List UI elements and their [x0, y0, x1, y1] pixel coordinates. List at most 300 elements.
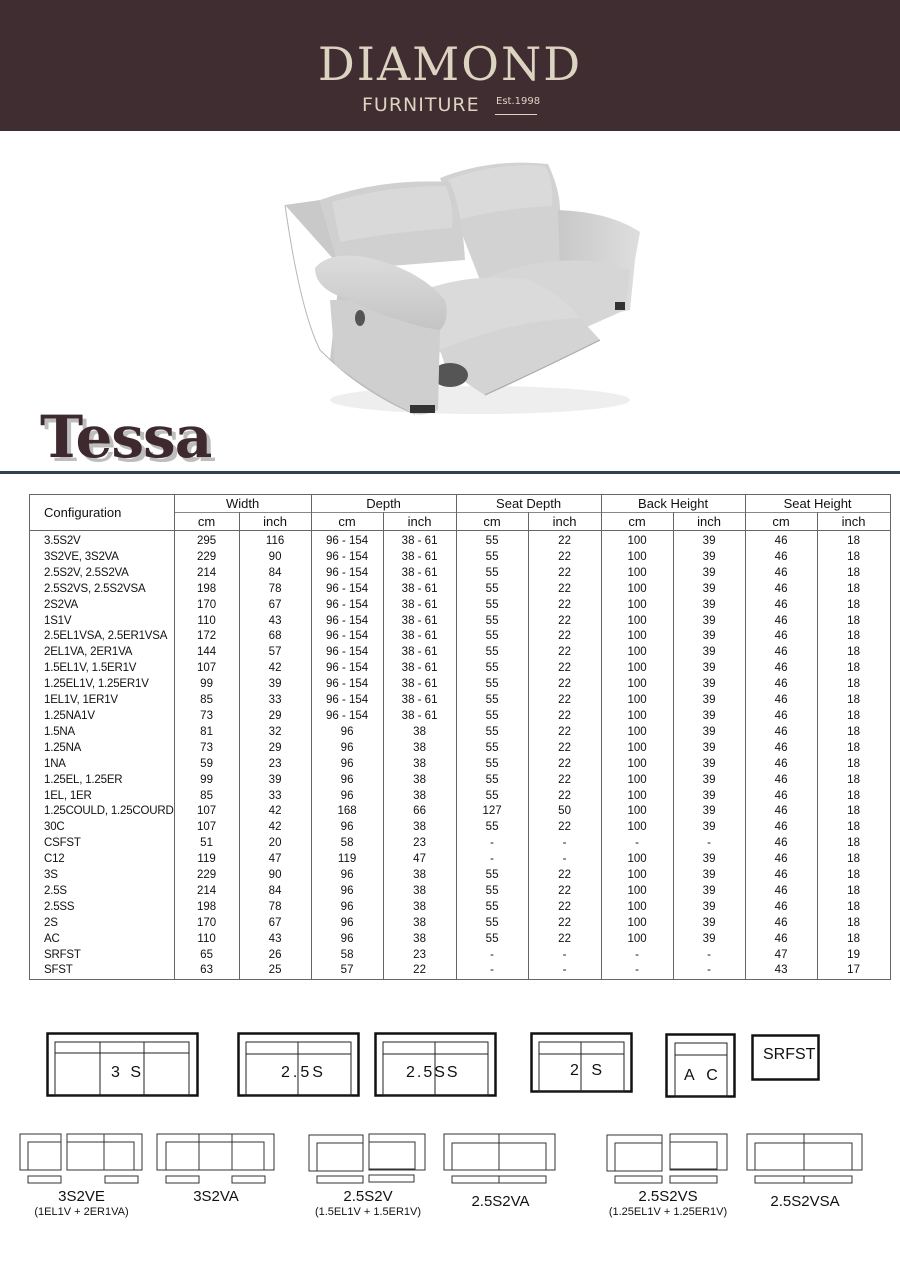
brand-established: Est.1998 [496, 96, 541, 107]
value-cell: 39 [239, 773, 311, 789]
config-cell: 1.5EL1V, 1.5ER1V [30, 661, 175, 677]
value-cell: 22 [528, 773, 601, 789]
value-cell: 55 [456, 773, 528, 789]
value-cell: 168 [311, 804, 383, 820]
value-cell: 55 [456, 709, 528, 725]
value-cell: 99 [174, 677, 239, 693]
value-cell: 43 [745, 963, 817, 979]
table-row [30, 661, 891, 677]
config-cell: 1.25COULD, 1.25COURD [30, 804, 175, 820]
table-row [30, 741, 891, 757]
diagram-2-5s2va [443, 1133, 558, 1185]
column-group-width: Width [174, 495, 311, 513]
value-cell: 55 [456, 566, 528, 582]
config-cell: 2.5SS [30, 900, 175, 916]
value-cell: 39 [673, 598, 745, 614]
diagram-label-3s: 3 S [111, 1064, 145, 1081]
caption-2-5s2vs [588, 1188, 748, 1218]
table-row [30, 836, 891, 852]
value-cell: - [456, 836, 528, 852]
diagram-3s2va [156, 1133, 276, 1185]
value-cell: 39 [673, 852, 745, 868]
value-cell: 55 [456, 645, 528, 661]
value-cell: 295 [174, 531, 239, 550]
value-cell: 46 [745, 550, 817, 566]
value-cell: 198 [174, 582, 239, 598]
config-cell: SRFST [30, 948, 175, 964]
unit-header: inch [528, 513, 601, 531]
value-cell: 38 [383, 725, 456, 741]
diagram-2-5s2vsa [746, 1133, 864, 1185]
config-cell: 3S2VE, 3S2VA [30, 550, 175, 566]
value-cell: 96 - 154 [311, 550, 383, 566]
table-row [30, 852, 891, 868]
value-cell: 39 [673, 614, 745, 630]
value-cell: 38 [383, 773, 456, 789]
value-cell: 84 [239, 884, 311, 900]
value-cell: 116 [239, 531, 311, 550]
value-cell: 99 [174, 773, 239, 789]
value-cell: 18 [817, 884, 890, 900]
value-cell: 18 [817, 757, 890, 773]
unit-header: inch [817, 513, 890, 531]
value-cell: 46 [745, 725, 817, 741]
value-cell: 22 [528, 598, 601, 614]
config-cell: 2.5EL1VSA, 2.5ER1VSA [30, 629, 175, 645]
table-row [30, 900, 891, 916]
value-cell: 39 [673, 932, 745, 948]
config-cell: 3.5S2V [30, 531, 175, 550]
table-row [30, 789, 891, 805]
value-cell: 46 [745, 757, 817, 773]
value-cell: 38 [383, 789, 456, 805]
table-row [30, 884, 891, 900]
table-row [30, 550, 891, 566]
value-cell: 96 - 154 [311, 614, 383, 630]
value-cell: 38 - 61 [383, 661, 456, 677]
value-cell: 38 [383, 900, 456, 916]
value-cell: 46 [745, 566, 817, 582]
value-cell: 100 [601, 693, 673, 709]
value-cell: 38 [383, 932, 456, 948]
value-cell: 55 [456, 900, 528, 916]
value-cell: 26 [239, 948, 311, 964]
value-cell: 96 - 154 [311, 629, 383, 645]
value-cell: 18 [817, 789, 890, 805]
value-cell: 47 [745, 948, 817, 964]
value-cell: 55 [456, 916, 528, 932]
table-row [30, 820, 891, 836]
value-cell: 78 [239, 582, 311, 598]
table-row [30, 531, 891, 550]
caption-label: 2.5S2VS [638, 1188, 698, 1205]
value-cell: - [528, 963, 601, 979]
config-cell: 2EL1VA, 2ER1VA [30, 645, 175, 661]
table-row [30, 582, 891, 598]
column-group-back-height: Back Height [601, 495, 745, 513]
column-group-seat-height: Seat Height [745, 495, 890, 513]
table-row [30, 693, 891, 709]
value-cell: 46 [745, 741, 817, 757]
value-cell: 55 [456, 598, 528, 614]
value-cell: 18 [817, 741, 890, 757]
config-cell: 1.25NA [30, 741, 175, 757]
value-cell: 39 [673, 820, 745, 836]
value-cell: - [601, 963, 673, 979]
value-cell: 22 [383, 963, 456, 979]
value-cell: 50 [528, 804, 601, 820]
value-cell: 22 [528, 741, 601, 757]
value-cell: 96 [311, 725, 383, 741]
value-cell: 39 [673, 709, 745, 725]
brand-header [0, 0, 900, 131]
value-cell: - [673, 948, 745, 964]
config-cell: 1S1V [30, 614, 175, 630]
value-cell: 172 [174, 629, 239, 645]
value-cell: 18 [817, 598, 890, 614]
value-cell: 100 [601, 645, 673, 661]
value-cell: 18 [817, 614, 890, 630]
value-cell: 22 [528, 693, 601, 709]
value-cell: 100 [601, 900, 673, 916]
column-group-depth: Depth [311, 495, 456, 513]
value-cell: 96 - 154 [311, 709, 383, 725]
value-cell: 29 [239, 741, 311, 757]
value-cell: 55 [456, 932, 528, 948]
value-cell: 100 [601, 773, 673, 789]
value-cell: 96 - 154 [311, 598, 383, 614]
value-cell: 18 [817, 836, 890, 852]
value-cell: 96 - 154 [311, 582, 383, 598]
value-cell: 22 [528, 531, 601, 550]
value-cell: 229 [174, 550, 239, 566]
value-cell: 43 [239, 932, 311, 948]
value-cell: 46 [745, 852, 817, 868]
value-cell: 39 [673, 741, 745, 757]
value-cell: 55 [456, 614, 528, 630]
value-cell: 96 [311, 900, 383, 916]
value-cell: 46 [745, 531, 817, 550]
value-cell: 18 [817, 566, 890, 582]
config-cell: AC [30, 932, 175, 948]
value-cell: 96 [311, 757, 383, 773]
value-cell: 107 [174, 804, 239, 820]
value-cell: 96 [311, 884, 383, 900]
value-cell: 46 [745, 804, 817, 820]
value-cell: 51 [174, 836, 239, 852]
value-cell: 90 [239, 868, 311, 884]
value-cell: 22 [528, 550, 601, 566]
value-cell: 22 [528, 645, 601, 661]
value-cell: 38 - 61 [383, 629, 456, 645]
value-cell: 100 [601, 598, 673, 614]
value-cell: 55 [456, 868, 528, 884]
value-cell: 96 [311, 820, 383, 836]
value-cell: 55 [456, 820, 528, 836]
value-cell: 39 [673, 531, 745, 550]
value-cell: 57 [311, 963, 383, 979]
brand-name: DIAMOND [317, 37, 583, 91]
value-cell: 46 [745, 614, 817, 630]
diagram-ac [665, 1033, 737, 1099]
value-cell: 59 [174, 757, 239, 773]
value-cell: 46 [745, 661, 817, 677]
value-cell: 39 [673, 789, 745, 805]
sofa-product-image [280, 150, 650, 420]
value-cell: 55 [456, 661, 528, 677]
value-cell: 100 [601, 741, 673, 757]
value-cell: 22 [528, 629, 601, 645]
caption-sub: (1EL1V + 2ER1VA) [34, 1206, 129, 1218]
value-cell: 96 [311, 773, 383, 789]
caption-2-5s2va [443, 1193, 558, 1210]
value-cell: 42 [239, 820, 311, 836]
value-cell: 229 [174, 868, 239, 884]
value-cell: 38 - 61 [383, 582, 456, 598]
value-cell: 22 [528, 757, 601, 773]
value-cell: 18 [817, 868, 890, 884]
value-cell: 198 [174, 900, 239, 916]
config-cell: 3S [30, 868, 175, 884]
config-cell: 1EL1V, 1ER1V [30, 693, 175, 709]
table-row [30, 566, 891, 582]
column-group-seat-depth: Seat Depth [456, 495, 601, 513]
value-cell: 22 [528, 709, 601, 725]
value-cell: 55 [456, 582, 528, 598]
value-cell: 46 [745, 693, 817, 709]
value-cell: 47 [239, 852, 311, 868]
value-cell: 67 [239, 598, 311, 614]
value-cell: 38 [383, 868, 456, 884]
table-row [30, 757, 891, 773]
value-cell: 55 [456, 741, 528, 757]
value-cell: 100 [601, 820, 673, 836]
value-cell: 22 [528, 884, 601, 900]
value-cell: 46 [745, 773, 817, 789]
caption-label: 2.5S2VSA [770, 1193, 840, 1210]
value-cell: 22 [528, 820, 601, 836]
unit-header: cm [456, 513, 528, 531]
value-cell: 55 [456, 629, 528, 645]
value-cell: 38 [383, 820, 456, 836]
value-cell: 46 [745, 789, 817, 805]
value-cell: 100 [601, 868, 673, 884]
value-cell: 39 [673, 550, 745, 566]
value-cell: 55 [456, 884, 528, 900]
value-cell: 18 [817, 932, 890, 948]
value-cell: 214 [174, 566, 239, 582]
value-cell: 23 [383, 948, 456, 964]
value-cell: 39 [673, 566, 745, 582]
config-cell: 2.5S2VS, 2.5S2VSA [30, 582, 175, 598]
value-cell: 96 [311, 741, 383, 757]
value-cell: 96 - 154 [311, 645, 383, 661]
caption-label: 2.5S2V [343, 1188, 393, 1205]
diagram-2-5s2v [308, 1133, 428, 1185]
table-row [30, 773, 891, 789]
value-cell: 22 [528, 614, 601, 630]
value-cell: 42 [239, 804, 311, 820]
value-cell: 39 [673, 725, 745, 741]
value-cell: 38 [383, 884, 456, 900]
value-cell: 46 [745, 820, 817, 836]
value-cell: 18 [817, 531, 890, 550]
value-cell: 42 [239, 661, 311, 677]
config-cell: C12 [30, 852, 175, 868]
value-cell: 19 [817, 948, 890, 964]
value-cell: 100 [601, 757, 673, 773]
unit-header: cm [174, 513, 239, 531]
value-cell: 38 - 61 [383, 645, 456, 661]
value-cell: 18 [817, 852, 890, 868]
value-cell: 32 [239, 725, 311, 741]
caption-sub: (1.5EL1V + 1.5ER1V) [314, 1206, 422, 1218]
value-cell: 47 [383, 852, 456, 868]
table-row [30, 598, 891, 614]
value-cell: 18 [817, 773, 890, 789]
value-cell: 22 [528, 582, 601, 598]
value-cell: 55 [456, 550, 528, 566]
config-cell: 1NA [30, 757, 175, 773]
value-cell: 58 [311, 948, 383, 964]
value-cell: 63 [174, 963, 239, 979]
value-cell: - [528, 948, 601, 964]
diagram-label-srfst: SRFST [763, 1046, 816, 1063]
value-cell: 55 [456, 693, 528, 709]
config-cell: 1EL, 1ER [30, 789, 175, 805]
value-cell: 85 [174, 693, 239, 709]
value-cell: 38 [383, 757, 456, 773]
value-cell: 96 - 154 [311, 693, 383, 709]
value-cell: 46 [745, 709, 817, 725]
value-cell: 85 [174, 789, 239, 805]
value-cell: 55 [456, 789, 528, 805]
table-row [30, 804, 891, 820]
value-cell: 96 - 154 [311, 531, 383, 550]
value-cell: 46 [745, 582, 817, 598]
value-cell: 39 [673, 661, 745, 677]
value-cell: - [456, 948, 528, 964]
value-cell: 46 [745, 884, 817, 900]
value-cell: 46 [745, 677, 817, 693]
value-cell: 96 [311, 868, 383, 884]
table-row [30, 948, 891, 964]
config-cell: 1.25NA1V [30, 709, 175, 725]
value-cell: 39 [673, 582, 745, 598]
value-cell: 18 [817, 900, 890, 916]
table-row [30, 963, 891, 979]
value-cell: 55 [456, 757, 528, 773]
value-cell: 18 [817, 709, 890, 725]
value-cell: 100 [601, 709, 673, 725]
config-cell: 30C [30, 820, 175, 836]
value-cell: 18 [817, 725, 890, 741]
value-cell: 96 - 154 [311, 677, 383, 693]
table-row [30, 677, 891, 693]
value-cell: 46 [745, 900, 817, 916]
caption-3s2va [156, 1188, 276, 1205]
value-cell: 39 [673, 916, 745, 932]
diagram-label-ac: A C [684, 1067, 722, 1084]
value-cell: 170 [174, 916, 239, 932]
diagram-2-5s2vs [606, 1133, 730, 1185]
value-cell: 100 [601, 531, 673, 550]
diagram-3s2ve [19, 1133, 144, 1185]
caption-label: 2.5S2VA [471, 1193, 530, 1210]
value-cell: - [528, 836, 601, 852]
value-cell: 38 [383, 916, 456, 932]
value-cell: 67 [239, 916, 311, 932]
caption-label: 3S2VE [58, 1188, 105, 1205]
value-cell: 100 [601, 677, 673, 693]
value-cell: 100 [601, 916, 673, 932]
table-row [30, 645, 891, 661]
table-body [30, 531, 891, 980]
value-cell: 214 [174, 884, 239, 900]
value-cell: 46 [745, 645, 817, 661]
value-cell: 96 [311, 916, 383, 932]
value-cell: 22 [528, 932, 601, 948]
product-title: Tessa [40, 403, 212, 471]
value-cell: 39 [673, 773, 745, 789]
value-cell: 39 [673, 757, 745, 773]
unit-header: inch [383, 513, 456, 531]
caption-sub: (1.25EL1V + 1.25ER1V) [608, 1206, 728, 1218]
value-cell: 18 [817, 629, 890, 645]
dimensions-table [29, 494, 891, 980]
value-cell: 22 [528, 725, 601, 741]
table-row [30, 725, 891, 741]
value-cell: 100 [601, 614, 673, 630]
value-cell: 58 [311, 836, 383, 852]
value-cell: 170 [174, 598, 239, 614]
value-cell: 18 [817, 550, 890, 566]
value-cell: - [528, 852, 601, 868]
value-cell: 22 [528, 677, 601, 693]
value-cell: 22 [528, 916, 601, 932]
value-cell: 110 [174, 932, 239, 948]
value-cell: 55 [456, 531, 528, 550]
config-cell: 1.25EL1V, 1.25ER1V [30, 677, 175, 693]
table-row [30, 932, 891, 948]
value-cell: 57 [239, 645, 311, 661]
value-cell: 90 [239, 550, 311, 566]
value-cell: 23 [239, 757, 311, 773]
value-cell: 18 [817, 693, 890, 709]
config-cell: 1.25EL, 1.25ER [30, 773, 175, 789]
value-cell: 73 [174, 741, 239, 757]
value-cell: 66 [383, 804, 456, 820]
value-cell: 100 [601, 550, 673, 566]
value-cell: 17 [817, 963, 890, 979]
table-group-header-row [30, 495, 891, 513]
config-cell: 2.5S2V, 2.5S2VA [30, 566, 175, 582]
caption-3s2ve [19, 1188, 144, 1218]
value-cell: 33 [239, 693, 311, 709]
value-cell: 22 [528, 661, 601, 677]
table-row [30, 709, 891, 725]
value-cell: 46 [745, 836, 817, 852]
value-cell: 100 [601, 629, 673, 645]
unit-header: cm [601, 513, 673, 531]
value-cell: 55 [456, 725, 528, 741]
value-cell: 78 [239, 900, 311, 916]
config-cell: 2S2VA [30, 598, 175, 614]
value-cell: 39 [673, 645, 745, 661]
value-cell: 46 [745, 629, 817, 645]
value-cell: 100 [601, 661, 673, 677]
value-cell: 55 [456, 677, 528, 693]
